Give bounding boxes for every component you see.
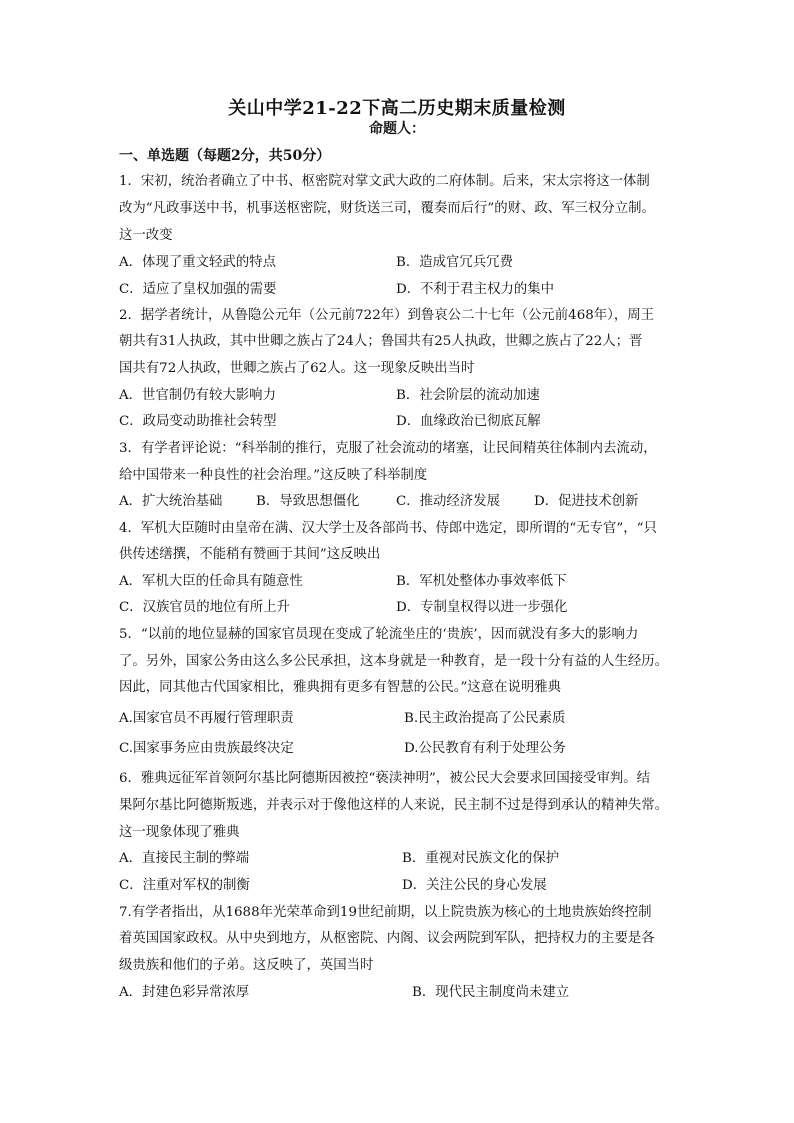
question-3-option-d: D．促进技术创新: [534, 494, 639, 509]
question-2-line-1: 2．据学者统计，从鲁隐公元年（公元前722年）到鲁哀公二十七年（公元前468年），周王: [119, 308, 654, 323]
question-1-option-a: A．体现了重文轻武的特点: [119, 255, 276, 270]
question-6-line-2: 果阿尔基比阿德斯叛逃，并表示对于像他这样的人来说，民主制不过是得到承认的精神失常。: [119, 798, 669, 813]
question-5-line-2: 了。另外，国家公务由这么多公民承担，这本身就是一种教育，是一段十分有益的人生经历。: [119, 654, 669, 669]
question-1-option-c: C．适应了皇权加强的需要: [119, 282, 277, 297]
question-3-line-1: 3．有学者评论说：“科举制的推行，克服了社会流动的堵塞，让民间精英往体制内去流动，: [119, 441, 657, 456]
question-7-option-b: B．现代民主制度尚未建立: [412, 985, 570, 1000]
question-7-line-1: 7.有学者指出，从1688年光荣革命到19世纪前期，以上院贵族为核心的土地贵族始终控制: [119, 905, 652, 920]
question-4-line-2: 供传述缮撰，不能稍有赞画于其间”这反映出: [119, 547, 381, 562]
question-2-line-3: 国共有72人执政，世卿之族占了62人。这一现象反映出当时: [119, 361, 475, 376]
question-1-option-d: D．不利于君主权力的集中: [396, 282, 555, 297]
question-4-option-a: A．军机大臣的任命具有随意性: [119, 574, 303, 589]
question-5-option-b: B.民主政治提高了公民素质: [404, 711, 566, 726]
question-5-option-d: D.公民教育有利于处理公务: [404, 741, 566, 756]
section-heading: 一、单选题（每题2分，共50分）: [119, 148, 331, 164]
question-6-line-1: 6．雅典远征军首领阿尔基比阿德斯因被控“亵渎神明”，被公民大会要求回国接受审判。结: [119, 771, 651, 786]
question-3-line-2: 给中国带来一种良性的社会治理。”这反映了科举制度: [119, 468, 428, 483]
question-2-option-a: A．世官制仍有较大影响力: [119, 388, 276, 403]
question-4-option-b: B．军机处整体办事效率低下: [396, 574, 567, 589]
question-2-line-2: 朝共有31人执政，其中世卿之族占了24人；鲁国共有25人执政，世卿之族占了22人；晋: [119, 334, 643, 349]
question-5-option-a: A.国家官员不再履行管理职责: [119, 711, 294, 726]
question-3-option-c: C．推动经济发展: [396, 494, 500, 509]
question-2-option-d: D．血缘政治已彻底瓦解: [396, 414, 541, 429]
question-7-option-a: A．封建色彩异常浓厚: [119, 985, 250, 1000]
question-1-option-b: B．造成官冗兵冗费: [396, 255, 513, 270]
question-6-line-3: 这一现象体现了雅典: [119, 825, 240, 840]
question-7-line-2: 着英国国家政权。从中央到地方，从枢密院、内阁、议会两院到军队，把持权力的主要是各: [119, 931, 655, 946]
question-7-line-3: 级贵族和他们的子弟。这反映了，英国当时: [119, 958, 374, 973]
question-3-option-a: A．扩大统治基础: [119, 494, 223, 509]
question-1-line-3: 这一改变: [119, 228, 173, 243]
question-5-line-1: 5．“以前的地位显赫的国家官员现在变成了轮流坐庄的‘贵族’，因而就没有多大的影响力: [119, 627, 639, 642]
question-6-option-a: A．直接民主制的弊端: [119, 851, 250, 866]
question-2-option-c: C．政局变动助推社会转型: [119, 414, 277, 429]
question-4-option-c: C．汉族官员的地位有所上升: [119, 600, 290, 615]
page-title: 关山中学21-22下高二历史期末质量检测: [228, 98, 566, 119]
question-4-option-d: D．专制皇权得以进一步强化: [396, 600, 568, 615]
question-5-option-c: C.国家事务应由贵族最终决定: [119, 741, 294, 756]
question-1-line-1: 1．宋初，统治者确立了中书、枢密院对掌文武大政的二府体制。后来，宋太宗将这一体制: [119, 174, 650, 189]
question-4-line-1: 4．军机大臣随时由皇帝在满、汉大学士及各部尚书、侍郎中选定，即所谓的“无专官”，“只: [119, 521, 657, 536]
question-2-option-b: B．社会阶层的流动加速: [396, 388, 540, 403]
question-1-line-2: 改为“凡政事送中书，机事送枢密院，财货送三司，覆奏而后行”的财、政、军三权分立制。: [119, 201, 655, 216]
author-label: 命题人：: [369, 121, 425, 137]
question-6-option-c: C．注重对军权的制衡: [119, 878, 250, 893]
question-6-option-d: D．关注公民的身心发展: [402, 878, 547, 893]
question-5-line-3: 因此，同其他古代国家相比，雅典拥有更多有智慧的公民。”这意在说明雅典: [119, 680, 562, 695]
question-3-option-b: B．导致思想僵化: [256, 494, 360, 509]
question-6-option-b: B．重视对民族文化的保护: [402, 851, 560, 866]
